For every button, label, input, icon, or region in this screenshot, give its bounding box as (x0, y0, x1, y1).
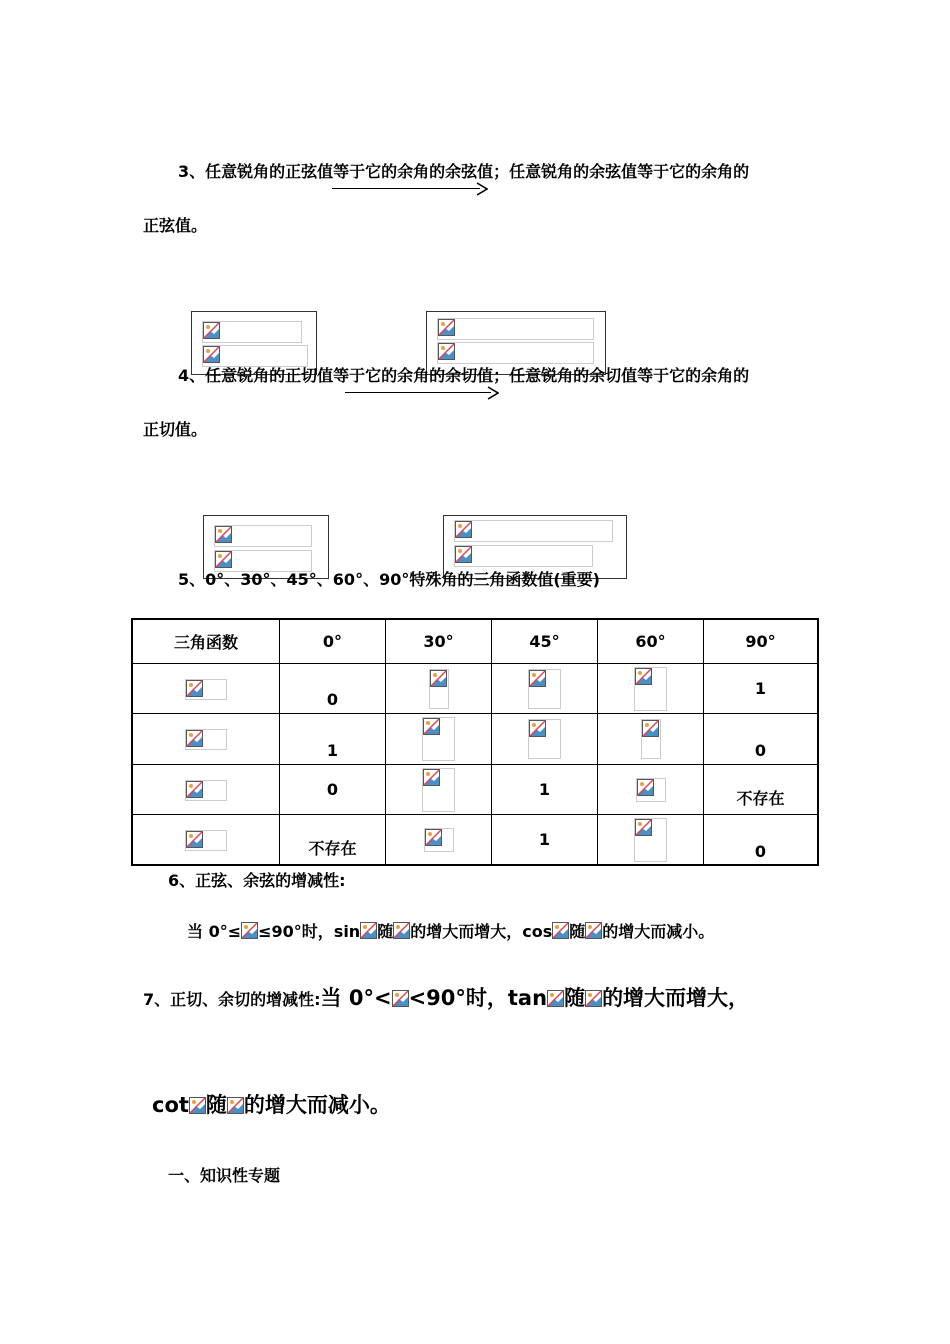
broken-image-icon (585, 922, 602, 939)
broken-image-icon (635, 819, 652, 836)
table-header-cell: 45° (492, 619, 598, 663)
table-header-cell: 30° (386, 619, 492, 663)
broken-image-icon (392, 990, 409, 1007)
item7-line1: 7、正切、余切的增减性:当 0°< <90°时，tan 随 的增大而增大， (143, 986, 750, 1010)
table-cell (598, 713, 704, 764)
function-cell (132, 663, 280, 713)
broken-image-icon (186, 680, 203, 697)
table-cell: 0 (704, 814, 819, 865)
function-cell (132, 713, 280, 764)
item6-heading: 6、正弦、余弦的增减性: (168, 871, 346, 890)
broken-image-icon (393, 922, 410, 939)
function-cell (132, 764, 280, 814)
function-cell (132, 814, 280, 865)
table-cell (386, 713, 492, 764)
broken-image-icon (215, 526, 232, 543)
table-row (132, 663, 818, 713)
item4-line2: 正切值。 (143, 420, 208, 439)
broken-image-icon (642, 720, 659, 737)
table-cell (386, 764, 492, 814)
broken-image-icon (438, 343, 455, 360)
broken-image-icon (438, 319, 455, 336)
broken-image-icon (423, 769, 440, 786)
broken-image-icon (552, 922, 569, 939)
broken-image-icon (455, 521, 472, 538)
right-arrow-icon (332, 182, 488, 196)
broken-image-icon (360, 922, 377, 939)
broken-image-icon (227, 1097, 244, 1114)
table-cell (492, 663, 598, 713)
broken-image-icon (186, 831, 203, 848)
broken-image-icon (425, 829, 442, 846)
broken-image-icon (547, 990, 564, 1007)
table-cell (598, 764, 704, 814)
section-title: 一、知识性专题 (168, 1166, 281, 1185)
item6-statement: 当 0°≤ ≤90°时，sin 随 的增大而增大，cos 随 的增大而减小。 (187, 922, 715, 941)
broken-image-icon (241, 922, 258, 939)
broken-image-icon (529, 720, 546, 737)
table-cell: 不存在 (704, 764, 819, 814)
broken-image-icon (203, 346, 220, 363)
broken-image-icon (189, 1097, 206, 1114)
table-cell: 0 (280, 764, 386, 814)
table-cell: 0 (704, 713, 819, 764)
right-arrow-icon (345, 386, 499, 400)
table-cell (598, 663, 704, 713)
table-cell: 1 (280, 713, 386, 764)
table-header-row (132, 619, 818, 663)
item7-label: 7、正切、余切的增减性: (143, 990, 321, 1009)
trig-values-table (131, 618, 819, 866)
table-cell (386, 814, 492, 865)
table-row (132, 764, 818, 814)
table-cell (598, 814, 704, 865)
broken-image-icon (529, 670, 546, 687)
item3-line1: 3、任意锐角的正弦值等于它的余角的余弦值；任意锐角的余弦值等于它的余角的 (178, 162, 750, 181)
broken-image-icon (637, 779, 654, 796)
broken-image-icon (455, 546, 472, 563)
broken-image-icon (215, 551, 232, 568)
table-header-cell: 0° (280, 619, 386, 663)
table-cell: 不存在 (280, 814, 386, 865)
table-header-cell: 三角函数 (132, 619, 280, 663)
broken-image-icon (186, 730, 203, 747)
table-header-cell: 90° (704, 619, 819, 663)
broken-image-icon (430, 670, 447, 687)
table-cell: 1 (492, 764, 598, 814)
item5-heading: 5、0°、30°、45°、60°、90°特殊角的三角函数值(重要) (178, 570, 600, 589)
table-row (132, 814, 818, 865)
broken-image-icon (585, 990, 602, 1007)
item4-line1: 4、任意锐角的正切值等于它的余角的余切值；任意锐角的余切值等于它的余角的 (178, 366, 750, 385)
table-row (132, 713, 818, 764)
table-cell (386, 663, 492, 713)
broken-image-icon (635, 668, 652, 685)
item7-line2: cot 随 的增大而减小。 (152, 1093, 391, 1117)
broken-image-icon (203, 322, 220, 339)
table-cell (492, 713, 598, 764)
broken-image-icon (423, 718, 440, 735)
table-cell: 1 (704, 663, 819, 713)
broken-image-icon (186, 781, 203, 798)
table-cell: 1 (492, 814, 598, 865)
table-header-cell: 60° (598, 619, 704, 663)
item3-line2: 正弦值。 (143, 216, 208, 235)
table-cell: 0 (280, 663, 386, 713)
